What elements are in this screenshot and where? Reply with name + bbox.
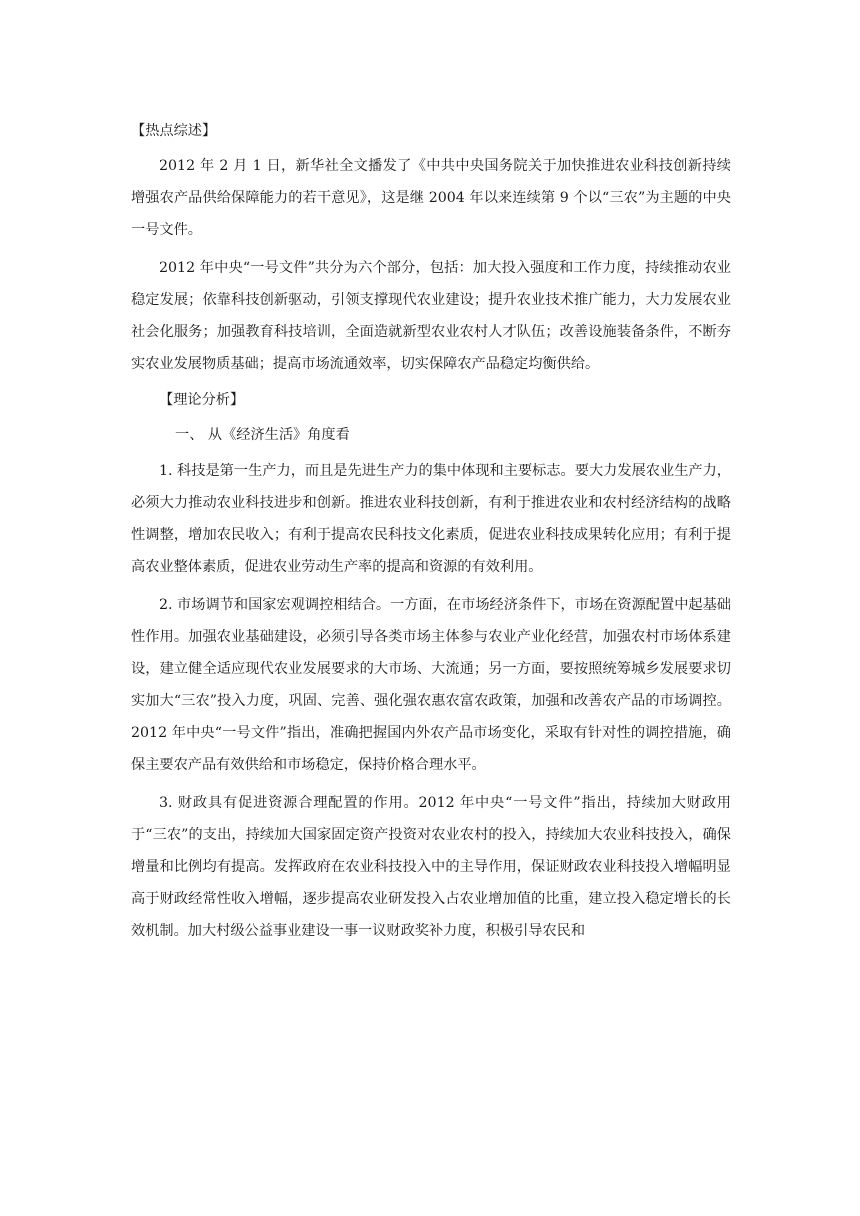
- theory-point-2: 2. 市场调节和国家宏观调控相结合。一方面，在市场经济条件下，市场在资源配置中起基础性作用。加强农业基础建设，必须引导各类市场主体参与农业产业化经营，加强农村市场体系建设，建立健全适应现代农业发展要求的大市场、大流通；另一方面，要按照统筹城乡发展要求切实加大“三农”投入力度，巩固、完善、强化强农惠农富农政策，加强和改善农产品的市场调控。2012 年中央“一号文件”指出，准确把握国内外农产品市场变化，采取有针对性的调控措施，确保主要农产品有效供给和市场稳定，保持价格合理水平。: [131, 597, 731, 773]
- theory-heading: 【理论分析】: [159, 392, 245, 408]
- theory-point-1: 1. 科技是第一生产力，而且是先进生产力的集中体现和主要标志。要大力发展农业生产力，必须大力推动农业科技进步和创新。推进农业科技创新，有利于推进农业和农村经济结构的战略性调整，增加农民收入；有利于提高农民科技文化素质，促进农业科技成果转化应用；有利于提高农业整体素质，促进农业劳动生产率的提高和资源的有效利用。: [131, 463, 731, 575]
- theory-point-3: 3. 财政具有促进资源合理配置的作用。2012 年中央“一号文件”指出，持续加大财政用于“三农”的支出，持续加大国家固定资产投资对农业农村的投入，持续加大农业科技投入，确保增量和比例均有提高。发挥政府在农业科技投入中的主导作用，保证财政农业科技投入增幅明显高于财政经常性收入增幅，逐步提高农业研发投入占农业增加值的比重，建立投入稳定增长的长效机制。加大村级公益事业建设一事一议财政奖补力度，积极引导农民和: [131, 795, 731, 939]
- hotspot-paragraph-2: 2012 年中央“一号文件”共分为六个部分，包括：加大投入强度和工作力度，持续推动农业稳定发展；依靠科技创新驱动，引领支撑现代农业建设；提升农业技术推广能力，大力发展农业社会化服务；加强教育科技培训，全面造就新型农业农村人才队伍；改善设施装备条件，不断夯实农业发展物质基础；提高市场流通效率，切实保障农产品稳定均衡供给。: [131, 260, 731, 372]
- document-body: [131, 115, 731, 953]
- hotspot-paragraph-1: 2012 年 2 月 1 日，新华社全文播发了《中共中央国务院关于加快推进农业科技创新持续增强农产品供给保障能力的若干意见》，这是继 2004 年以来连续第 9 个以“三农”为主题的中央一号文件。: [131, 158, 731, 238]
- hotspot-heading: 【热点综述】: [131, 123, 217, 139]
- economic-life-subtitle: 一、 从《经济生活》角度看: [175, 427, 350, 443]
